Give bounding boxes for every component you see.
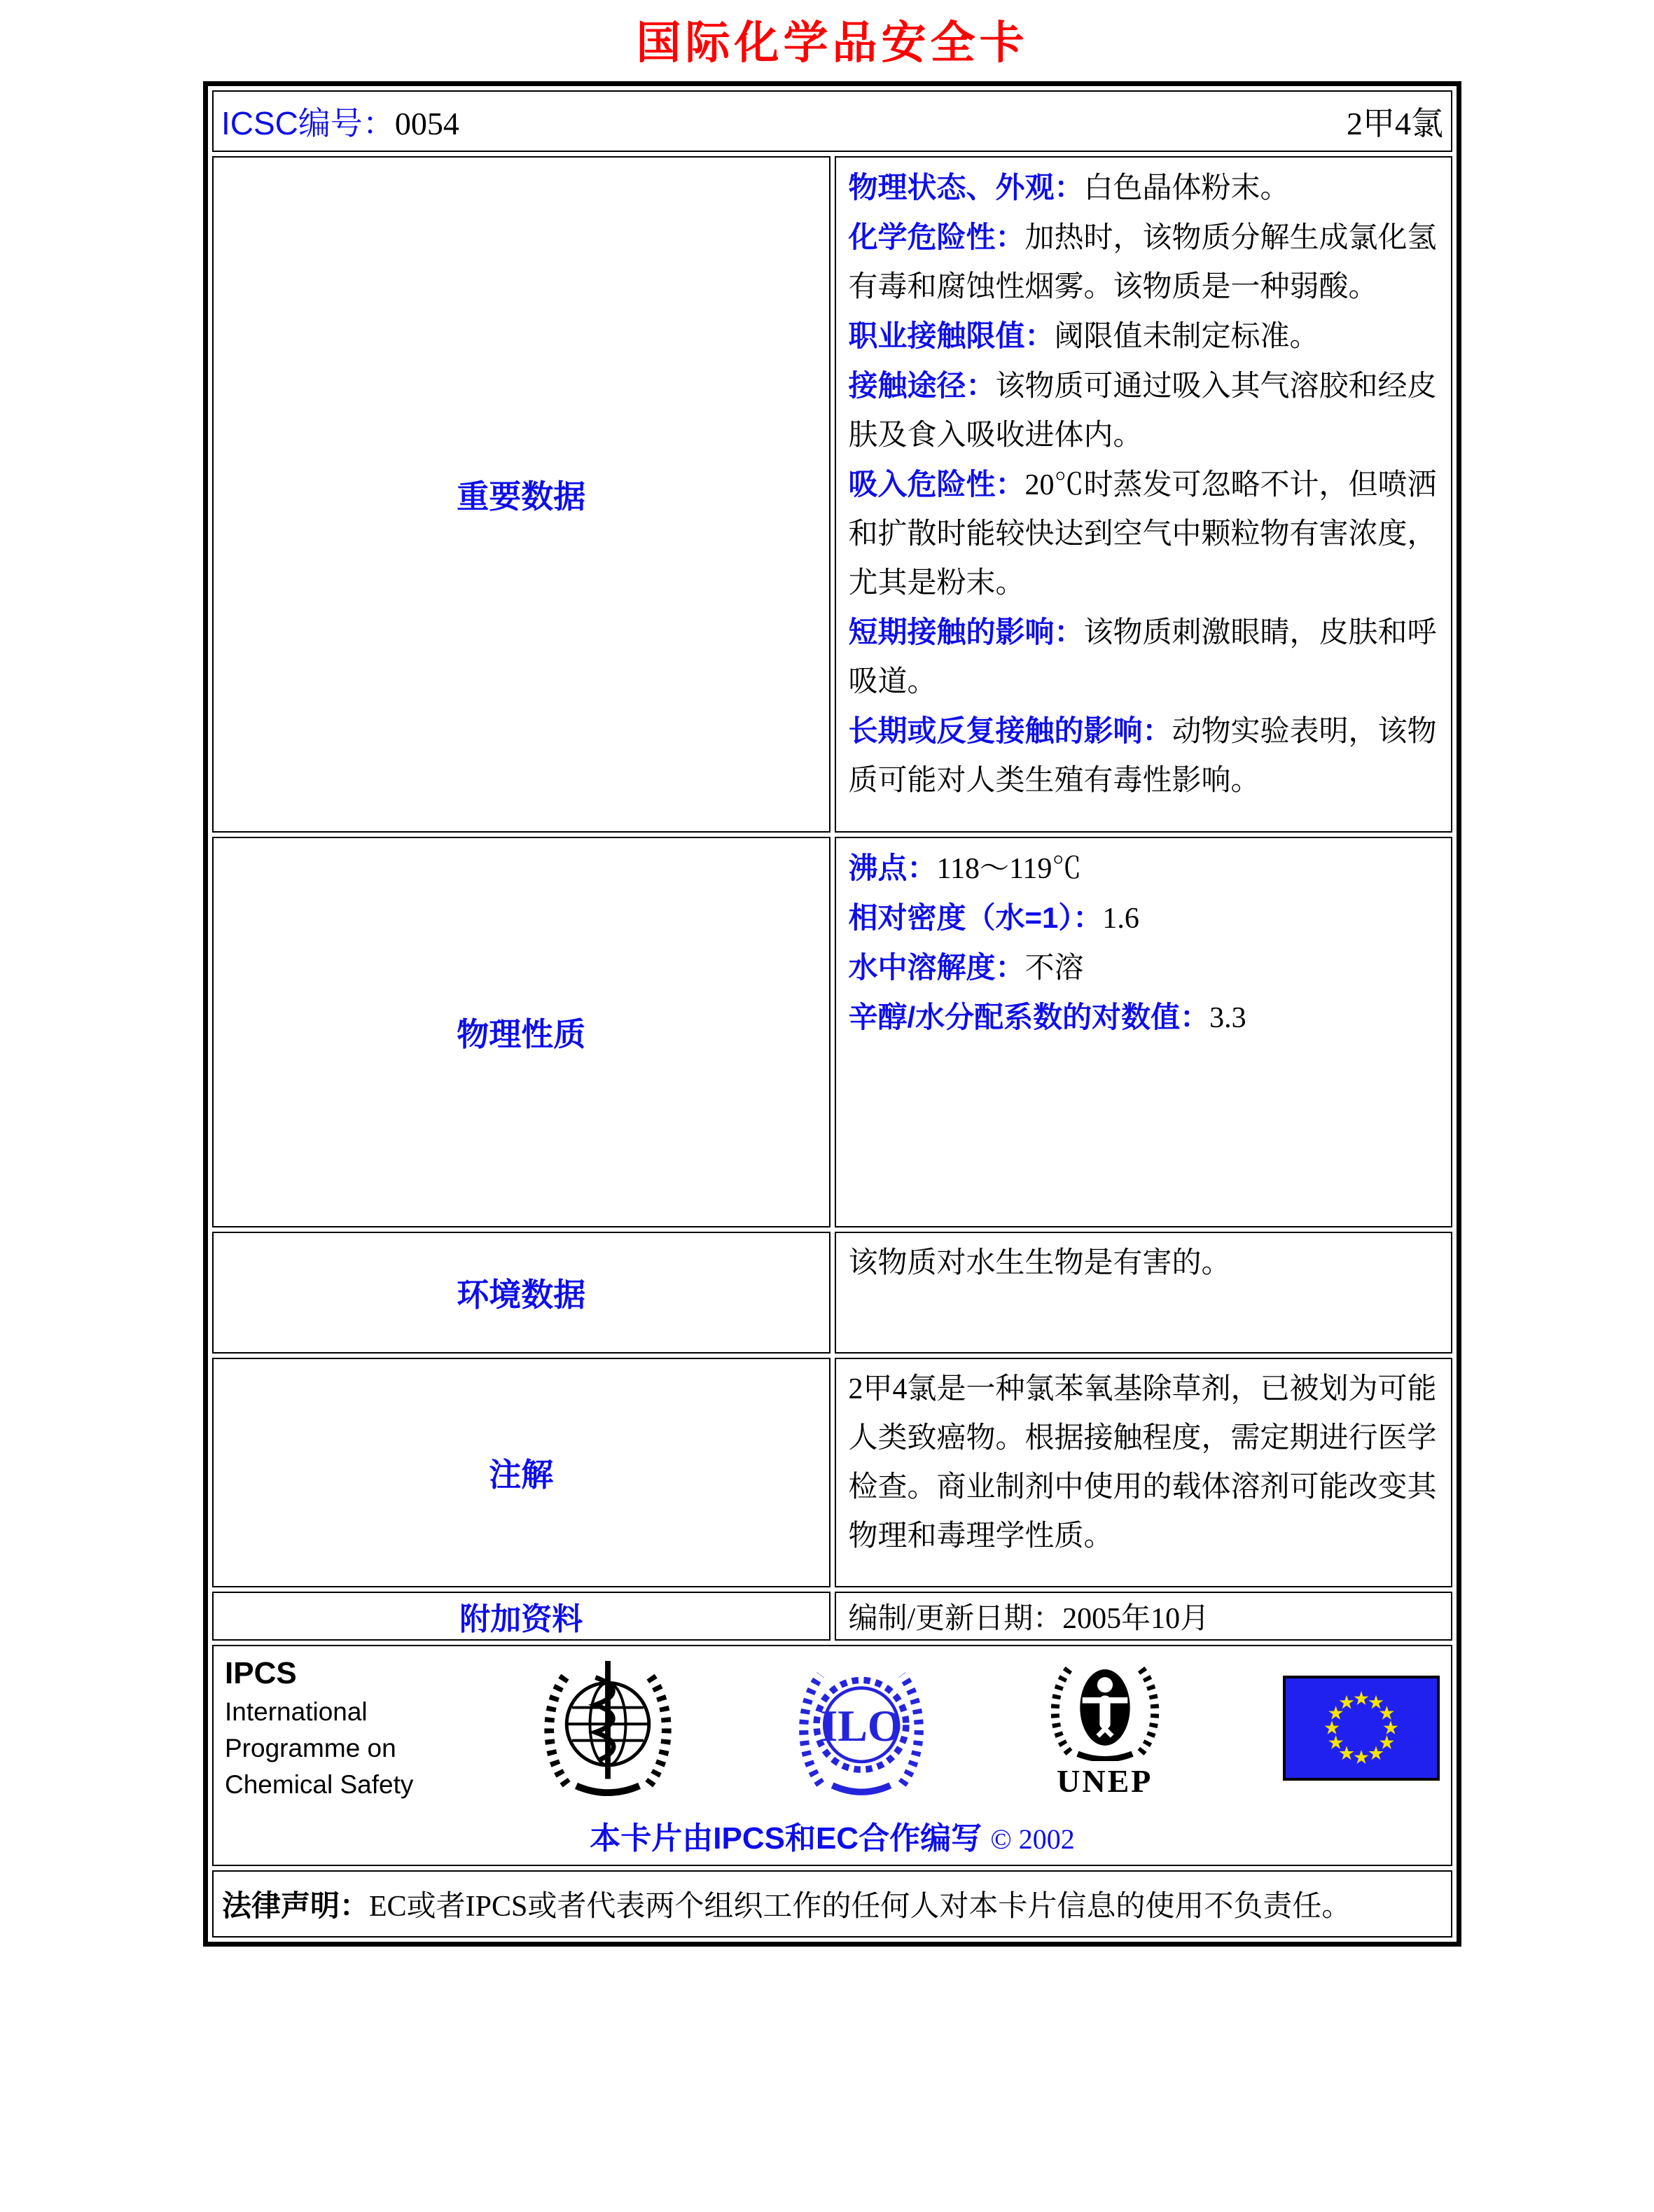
data-item: 水中溶解度：不溶 (848, 951, 1084, 985)
data-item: 化学危险性：加热时，该物质分解生成氯化氢有毒和腐蚀性烟雾。该物质是一种弱酸。 (848, 221, 1437, 303)
additional-info-content (835, 1592, 1453, 1641)
logos-row (212, 1645, 1452, 1866)
ipcs-line: Chemical Safety (225, 1770, 414, 1799)
data-item: 长期或反复接触的影响：动物实验表明，该物质可能对人类生殖有毒性影响。 (848, 714, 1437, 797)
environmental-data-row (212, 1232, 1452, 1354)
chemical-name: 2甲4氯 (1347, 106, 1443, 141)
ipcs-line: Programme on (225, 1734, 396, 1762)
environmental-data-text: 该物质对水生生物是有害的。 (848, 1247, 1231, 1279)
unep-label: UNEP (1057, 1762, 1153, 1799)
data-item: 沸点：118～119℃ (848, 851, 1082, 885)
physical-properties-content (835, 837, 1453, 1227)
section-label-additional-info: 附加资料 (212, 1592, 831, 1641)
ipcs-line: International (225, 1697, 368, 1726)
icsc-number-value: 0054 (394, 106, 459, 141)
section-label-important-data: 重要数据 (212, 156, 831, 833)
ipcs-acronym: IPCS (225, 1656, 297, 1690)
legal-row (212, 1870, 1452, 1938)
page-title: 国际化学品安全卡 (636, 18, 1029, 68)
section-label-environmental-data: 环境数据 (212, 1232, 831, 1354)
section-label-notes: 注解 (212, 1358, 831, 1587)
icsc-number-label: ICSC编号： (221, 105, 395, 141)
notes-row (212, 1358, 1452, 1587)
update-date-label: 编制/更新日期： (848, 1603, 1063, 1635)
unep-emblem-icon (1045, 1657, 1165, 1800)
data-item: 相对密度（水=1）：1.6 (848, 901, 1139, 935)
data-item: 吸入危险性：20℃时蒸发可忽略不计，但喷洒和扩散时能较快达到空气中颗粒物有害浓度，尤其是粉末。 (848, 468, 1437, 599)
notes-content (835, 1358, 1453, 1587)
icsc-number-field (221, 98, 459, 144)
additional-info-row (212, 1592, 1452, 1641)
environmental-data-content (835, 1232, 1453, 1354)
data-item: 辛醇/水分配系数的对数值：3.3 (848, 1001, 1246, 1034)
data-item: 职业接触限值：阈限值未制定标准。 (848, 319, 1319, 353)
who-emblem-icon (539, 1658, 676, 1798)
section-label-physical-properties: 物理性质 (212, 837, 831, 1227)
svg-text:ILO: ILO (819, 1700, 903, 1751)
legal-notice-text: EC或者IPCS或者代表两个组织工作的任何人对本卡片信息的使用不负责任。 (369, 1891, 1351, 1923)
header-row (212, 90, 1452, 152)
ipcs-text-block (225, 1653, 421, 1803)
notes-text: 2甲4氯是一种氯苯氧基除草剂，已被划为可能人类致癌物。根据接触程度，需定期进行医学检查。商业制剂中使用的载体溶剂可能改变其物理和毒理学性质。 (848, 1373, 1437, 1552)
legal-notice-label: 法律声明： (222, 1889, 370, 1922)
eu-flag-icon (1283, 1676, 1440, 1781)
copyright-year: © 2002 (990, 1823, 1075, 1855)
cooperation-caption: 本卡片由IPCS和EC合作编写 © 2002 (590, 1821, 1075, 1856)
important-data-row (212, 156, 1452, 833)
important-data-content (835, 156, 1453, 833)
physical-properties-row (212, 837, 1452, 1227)
icsc-card-table (203, 81, 1461, 1947)
data-item: 接触途径：该物质可通过吸入其气溶胶和经皮肤及食入吸收进体内。 (848, 369, 1437, 452)
update-date-value: 2005年10月 (1062, 1603, 1210, 1635)
data-item: 短期接触的影响：该物质刺激眼睛，皮肤和呼吸道。 (848, 615, 1437, 698)
ilo-emblem-icon (795, 1659, 927, 1797)
data-item: 物理状态、外观：白色晶体粉末。 (848, 171, 1290, 204)
